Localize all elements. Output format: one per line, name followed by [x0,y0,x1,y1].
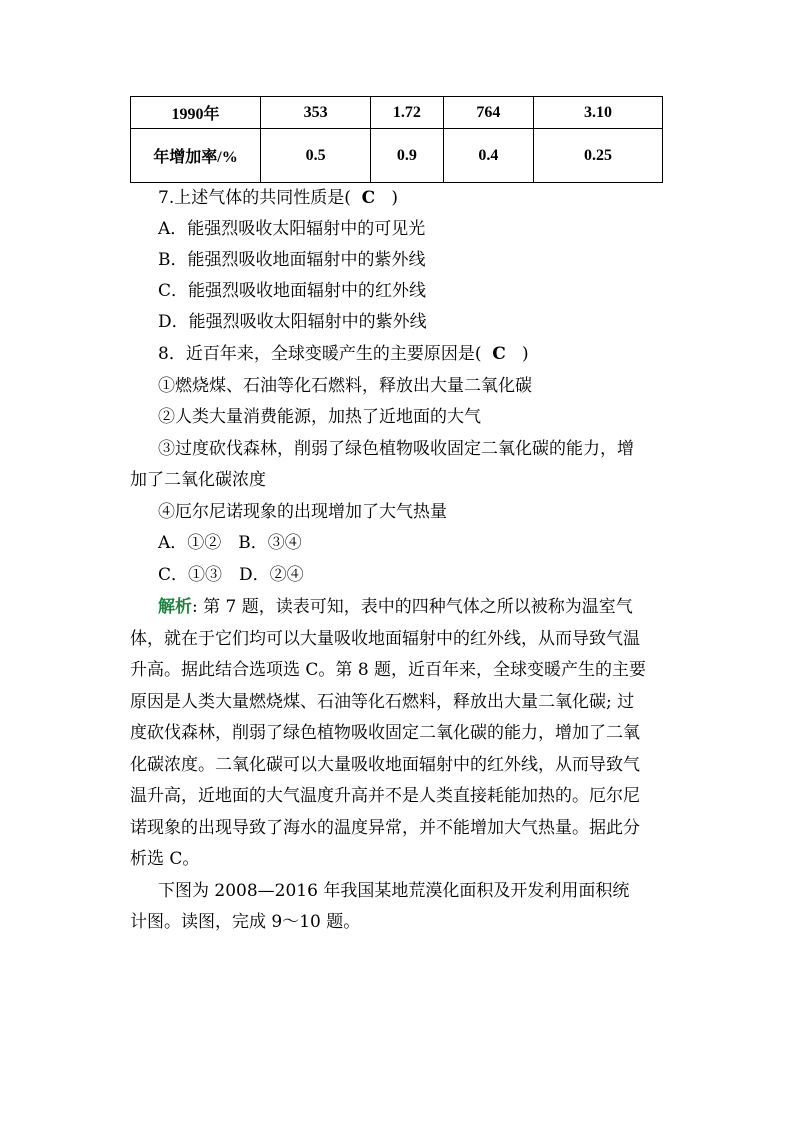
q7-answer: C [361,188,376,208]
q8-options-row2: C．①③ D．②④ [158,565,304,585]
q8-close: ) [522,344,529,364]
q8-options-row1: A．①② B．③④ [158,533,302,553]
table-cell: 764 [443,97,533,129]
table-cell: 1990年 [131,97,261,129]
q7-stem [158,187,398,209]
q7-option-b: B．能强烈吸收地面辐射中的紫外线 [158,250,426,270]
analysis-line: 析选 C。 [130,849,200,869]
table-cell: 年增加率/% [131,129,261,183]
intro-line: 计图。读图，完成 9～10 题。 [130,912,361,932]
analysis-text: : 第 7 题，读表可知，表中的四种气体之所以被称为温室气 [192,597,633,617]
analysis-line: 温升高，近地面的大气温度升高并不是人类直接耗能加热的。厄尔尼 [130,786,640,806]
q8-item-4: ④厄尔尼诺现象的出现增加了大气热量 [158,502,447,522]
analysis-label: 解析 [158,597,192,617]
table-cell: 0.9 [371,129,444,183]
q8-item-1: ①燃烧煤、石油等化石燃料，释放出大量二氧化碳 [158,376,532,396]
q7-stem-text: 7.上述气体的共同性质是( [158,188,351,208]
analysis-line [158,596,633,618]
analysis-line: 原因是人类大量燃烧煤、石油等化石燃料，释放出大量二氧化碳; 过 [130,692,635,712]
table-row [131,129,663,183]
q7-option-c: C．能强烈吸收地面辐射中的红外线 [158,281,427,301]
gas-data-table [130,96,663,183]
q8-stem [158,343,529,365]
analysis-line: 化碳浓度。二氧化碳可以大量吸收地面辐射中的红外线，从而导致气 [130,755,640,775]
table-row [131,97,663,129]
table-cell: 1.72 [371,97,444,129]
q8-item-3-cont: 加了二氧化碳浓度 [130,470,266,490]
table-cell: 0.5 [261,129,371,183]
q7-option-d: D．能强烈吸收太阳辐射中的紫外线 [158,312,427,332]
analysis-line: 升高。据此结合选项选 C。第 8 题，近百年来，全球变暖产生的主要 [130,660,647,680]
q7-close: ) [391,188,399,208]
q8-answer: C [492,344,506,364]
q8-stem-text: 8．近百年来，全球变暖产生的主要原因是( [158,344,482,364]
q8-item-3: ③过度砍伐森林，削弱了绿色植物吸收固定二氧化碳的能力，增 [158,439,634,459]
analysis-line: 诺现象的出现导致了海水的温度异常，并不能增加大气热量。据此分 [130,818,640,838]
table-cell: 353 [261,97,371,129]
table-cell: 3.10 [534,97,663,129]
analysis-line: 度砍伐森林，削弱了绿色植物吸收固定二氧化碳的能力，增加了二氧 [130,723,640,743]
q7-option-a: A．能强烈吸收太阳辐射中的可见光 [158,219,426,239]
table-cell: 0.4 [443,129,533,183]
intro-line: 下图为 2008—2016 年我国某地荒漠化面积及开发利用面积统 [158,881,630,901]
table-cell: 0.25 [534,129,663,183]
q8-item-2: ②人类大量消费能源，加热了近地面的大气 [158,407,481,427]
analysis-line: 体，就在于它们均可以大量吸收地面辐射中的红外线，从而导致气温 [130,629,640,649]
